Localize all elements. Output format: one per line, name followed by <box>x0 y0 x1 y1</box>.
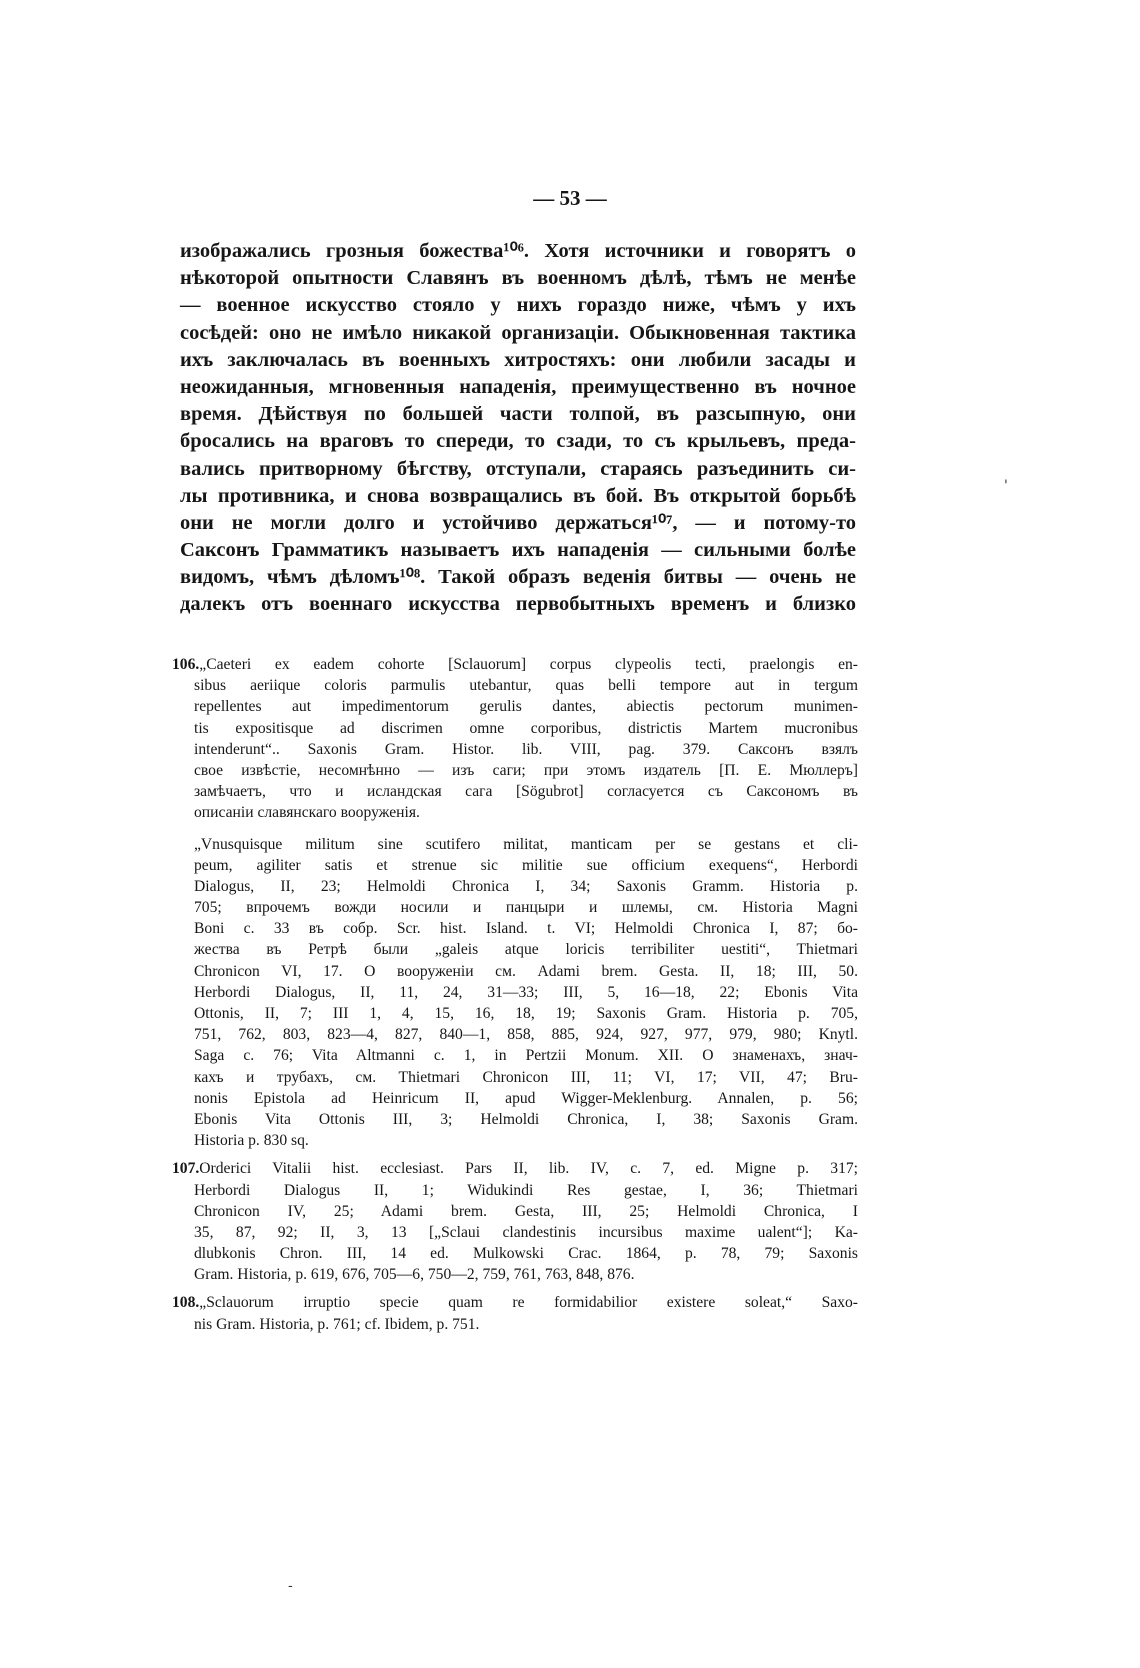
footnote <box>172 1158 858 1285</box>
text-line: лы противника, и снова возвращались въ бой. Въ открытой борьбѣ <box>180 484 856 507</box>
page-number: — 53 — <box>533 186 607 210</box>
footnote-line: Boni c. 33 въ собр. Scr. hist. Island. t. VI; Helmoldi Chronica I, 87; бо- <box>194 920 858 938</box>
text-line: вались притворному бѣгству, отступали, стараясь разъединить си- <box>180 457 856 480</box>
footnote <box>172 1292 858 1334</box>
footnote-paragraph <box>172 1158 858 1285</box>
main-text <box>180 238 856 619</box>
footnote-line: Herbordi Dialogus II, 1; Widukindi Res gestae, I, 36; Thietmari <box>194 1181 858 1199</box>
footnote-line: 751, 762, 803, 823—4, 827, 840—1, 858, 885, 924, 927, 977, 979, 980; Knytl. <box>194 1026 858 1044</box>
footnote-line: замѣчаетъ, что и исландская сага [Sögubrot] согласуется съ Саксономъ въ <box>194 783 858 801</box>
footnote-line: свое извѣстіе, несомнѣнно — изъ саги; при этомъ издатель [П. Е. Мюллеръ] <box>194 761 858 779</box>
margin-mark: ' <box>1004 478 1008 494</box>
text-line: бросались на враговъ то спереди, то сзади, то съ крыльевъ, преда- <box>180 430 856 453</box>
footnote <box>172 654 858 1151</box>
footnote-line: кахъ и трубахъ, см. Thietmari Chronicon III, 11; VI, 17; VII, 47; Bru- <box>194 1068 858 1086</box>
footnote-line: intenderunt“.. Saxonis Gram. Histor. lib. VIII, pag. 379. Саксонъ взялъ <box>194 740 858 758</box>
footnote-line: peum, agiliter satis et strenue sic militie sue officium exequens“, Herbordi <box>194 856 858 874</box>
footnote-line: Gram. Historia, p. 619, 676, 705—6, 750—2, 759, 761, 763, 848, 876. <box>194 1266 635 1284</box>
footnote-line: tis expositisque ad discrimen omne corporibus, districtis Martem mucronibus <box>194 719 858 737</box>
footnote-paragraph <box>172 1292 858 1334</box>
footnote-line: dlubkonis Chron. III, 14 ed. Mulkowski Crac. 1864, p. 78, 79; Saxonis <box>194 1245 858 1263</box>
text-line: далекъ отъ военнаго искусства первобытныхъ временъ и близко <box>180 593 856 616</box>
footnote-line: Orderici Vitalii hist. ecclesiast. Pars II, lib. IV, c. 7, ed. Migne p. 317; <box>199 1160 858 1178</box>
footnote-paragraph <box>172 654 858 824</box>
footnote-line: жества въ Ретрѣ были „galeis atque loricis terribiliter uestiti“, Thietmari <box>194 941 858 959</box>
footnote-line: Historia p. 830 sq. <box>194 1132 309 1150</box>
footnote-line: nonis Epistola ad Heinricum II, apud Wigger-Meklenburg. Annalen, p. 56; <box>194 1089 858 1107</box>
footnote-line: Dialogus, II, 23; Helmoldi Chronica I, 34; Saxonis Gramm. Historia p. <box>194 877 858 895</box>
footnote-number: 108. <box>172 1294 200 1312</box>
footnote-paragraph <box>172 834 858 1152</box>
footnote-line: nis Gram. Historia, p. 761; cf. Ibidem, p. 751. <box>194 1315 480 1333</box>
footnote-line: sibus aeriique coloris parmulis utebantur, quas belli tempore aut in tergum <box>194 677 858 695</box>
footnote-line: „Sclauorum irruptio specie quam re formidabilior existere soleat,“ Saxo- <box>199 1294 858 1312</box>
footnote-number: 106. <box>172 656 200 673</box>
text-line: время. Дѣйствуя по большей части толпой, въ разсыпную, они <box>180 403 856 426</box>
text-line: они не могли долго и устойчиво держаться¹⁰⁷, — и потому-то <box>180 511 856 534</box>
footnote-number: 107. <box>172 1160 200 1178</box>
margin-mark: - <box>288 1578 293 1594</box>
footnote-line: Chronicon IV, 25; Adami brem. Gesta, III, 25; Helmoldi Chronica, I <box>194 1202 858 1220</box>
footnote-line: описаніи славянскаго вооруженія. <box>194 804 420 822</box>
footnote-line: Herbordi Dialogus, II, 11, 24, 31—33; III, 5, 16—18, 22; Ebonis Vita <box>194 983 858 1001</box>
text-line: ихъ заключалась въ военныхъ хитростяхъ: они любили засады и <box>180 348 856 371</box>
footnote-line: Chronicon VI, 17. О вооруженіи см. Adami brem. Gesta. II, 18; III, 50. <box>194 962 858 980</box>
text-line: — военное искусство стояло у нихъ гораздо ниже, чѣмъ у ихъ <box>180 294 856 317</box>
text-line: нѣкоторой опытности Славянъ въ военномъ дѣлѣ, тѣмъ не менѣе <box>180 267 856 290</box>
footnote-line: 35, 87, 92; II, 3, 13 [„Sclaui clandestinis incursibus maxime ualent“]; Ka- <box>194 1223 858 1241</box>
footnote-line: „Caeteri ex eadem cohorte [Sclauorum] corpus clypeolis tecti, praelongis en- <box>199 656 858 673</box>
footnotes <box>172 654 858 1342</box>
text-line: сосѣдей: оно не имѣло никакой организаціи. Обыкновенная тактика <box>180 321 856 344</box>
footnote-line: „Vnusquisque militum sine scutifero militat, manticam per se gestans et cli- <box>194 835 858 853</box>
text-line: Саксонъ Грамматикъ называетъ ихъ нападенія — сильными болѣе <box>180 539 856 562</box>
footnote-line: Saga c. 76; Vita Altmanni c. 1, in Pertzii Monum. XII. О знаменахъ, знач- <box>194 1047 858 1065</box>
footnote-line: repellentes aut impedimentorum gerulis dantes, abiectis pectorum munimen- <box>194 698 858 716</box>
footnote-line: Ottonis, II, 7; III 1, 4, 15, 16, 18, 19; Saxonis Gram. Historia p. 705, <box>194 1005 858 1022</box>
footnote-line: Ebonis Vita Ottonis III, 3; Helmoldi Chronica, I, 38; Saxonis Gram. <box>194 1110 858 1128</box>
text-line: видомъ, чѣмъ дѣломъ¹⁰⁸. Такой образъ веденія битвы — очень не <box>180 566 856 589</box>
footnote-line: 705; впрочемъ вожди носили и панцыри и шлемы, см. Historia Magni <box>194 899 858 917</box>
text-line: изображались грозныя божества¹⁰⁶. Хотя источники и говорятъ о <box>180 240 856 262</box>
text-line: неожиданныя, мгновенныя нападенія, преимущественно въ ночное <box>180 375 856 398</box>
